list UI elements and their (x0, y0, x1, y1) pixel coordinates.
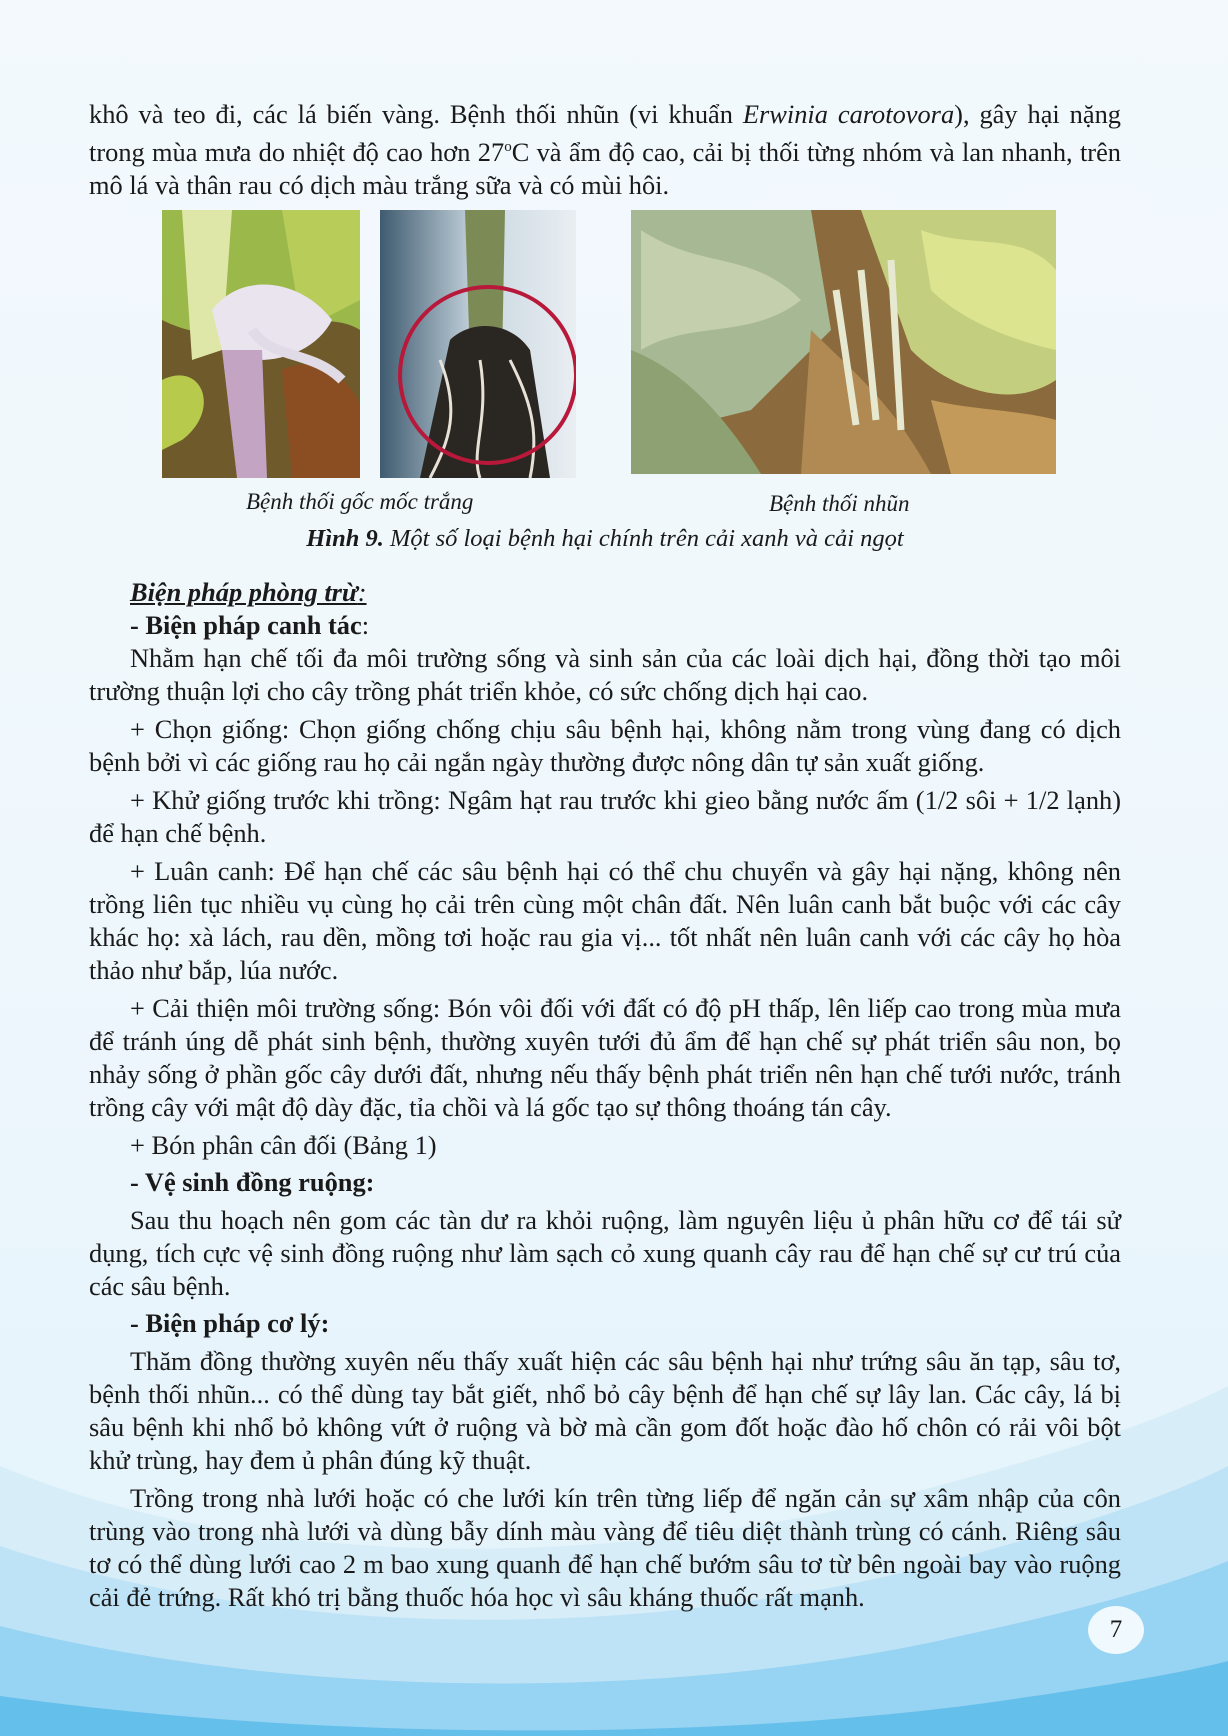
page-number: 7 (1088, 1606, 1144, 1654)
canh-tac-item-cai-thien: + Cải thiện môi trường sống: Bón vôi đối với đất có độ pH thấp, lên liếp cao trong mùa mưa để tránh úng dễ phát sinh bệnh, thường xuyên tưới đủ ẩm để hạn chế sự phát triển sâu non, bọ nhảy sống ở phần gốc cây dưới đất, nhưng nếu thấy bệnh phát triển nên hạn chế tưới nước, tránh trồng cây với mật độ dày đặc, tỉa chồi và lá gốc tạo sự thông thoáng tán cây. (89, 992, 1121, 1122)
intro-paragraph: khô và teo đi, các lá biến vàng. Bệnh thối nhũn (vi khuẩn Erwinia carotovora), gây hại nặng trong mùa mưa do nhiệt độ cao hơn 27$^o$C và ẩm độ cao, cải bị thối từng nhóm và lan nhanh, trên mô lá và thân rau có dịch màu trắng sữa và có mùi hôi. (89, 99, 1121, 200)
canh-tac-item-bon-phan: + Bón phân cân đối (Bảng 1) (130, 1129, 437, 1160)
page-content (89, 98, 1121, 1614)
caption-white-mold: Bệnh thối gốc mốc trắng (246, 488, 474, 514)
section-heading: Biện pháp phòng trừ: (130, 576, 367, 607)
ve-sinh-text: Sau thu hoạch nên gom các tàn dư ra khỏi ruộng, làm nguyên liệu ủ phân hữu cơ để tái sử dụng, tích cực vệ sinh đồng ruộng như làm sạch cỏ xung quanh cây rau để hạn chế sự cư trú của các sâu bệnh. (89, 1204, 1121, 1301)
photo-root-rot-circled (380, 210, 576, 478)
figure-9 (89, 210, 1121, 564)
co-ly-paragraph-2: Trồng trong nhà lưới hoặc có che lưới kín trên từng liếp để ngăn cản sự xâm nhập của côn trùng vào trong nhà lưới và dùng bẫy dính màu vàng để tiêu diệt thành trùng có cánh. Riêng sâu tơ có thể dùng lưới cao 2 m bao xung quanh để hạn chế bướm sâu tơ từ bên ngoài bay vào ruộng cải đẻ trứng. Rất khó trị bằng thuốc hóa học vì sâu kháng thuốc rất mạnh. (89, 1482, 1121, 1612)
photo-white-mold-rot (162, 210, 360, 478)
canh-tac-item-chon-giong: + Chọn giống: Chọn giống chống chịu sâu bệnh hại, không nằm trong vùng đang có dịch bệnh bởi vì các giống rau họ cải ngắn ngày thường được nông dân tự sản xuất giống. (89, 713, 1121, 777)
co-ly-heading: - Biện pháp cơ lý: (130, 1307, 330, 1338)
ve-sinh-heading: - Vệ sinh đồng ruộng: (130, 1166, 375, 1197)
photo-soft-rot (631, 210, 1056, 474)
co-ly-paragraph-1: Thăm đồng thường xuyên nếu thấy xuất hiện các sâu bệnh hại như trứng sâu ăn tạp, sâu tơ, bệnh thối nhũn... có thể dùng tay bắt giết, nhổ bỏ cây bệnh để hạn chế sự lây lan. Các cây, lá bị sâu bệnh khi nhổ bỏ không vứt ở ruộng và bờ mà cần gom đốt hoặc đào hố chôn có rải vôi bột khử trùng, hay đem ủ phân đúng kỹ thuật. (89, 1345, 1121, 1475)
canh-tac-intro: Nhằm hạn chế tối đa môi trường sống và sinh sản của các loài dịch hại, đồng thời tạo môi trường thuận lợi cho cây trồng phát triển khỏe, có sức chống dịch hại cao. (89, 642, 1121, 706)
caption-soft-rot: Bệnh thối nhũn (769, 490, 910, 516)
canh-tac-item-luan-canh: + Luân canh: Để hạn chế các sâu bệnh hại có thể chu chuyển và gây hại nặng, không nên trồng liên tục nhiều vụ cùng họ cải trên cùng một chân đất. Nên luân canh bắt buộc với các cây khác họ: xà lách, rau dền, mồng tơi hoặc rau gia vị... tốt nhất nên luân canh với các cây họ hòa thảo như bắp, lúa nước. (89, 855, 1121, 985)
canh-tac-heading: - Biện pháp canh tác: (130, 609, 370, 640)
figure-title: Hình 9. Một số loại bệnh hại chính trên cải xanh và cải ngọt (306, 524, 904, 552)
bacteria-name: Erwinia carotovora (742, 99, 955, 129)
canh-tac-item-khu-giong: + Khử giống trước khi trồng: Ngâm hạt rau trước khi gieo bằng nước ấm (1/2 sôi + 1/2 lạnh) để hạn chế bệnh. (89, 784, 1121, 848)
